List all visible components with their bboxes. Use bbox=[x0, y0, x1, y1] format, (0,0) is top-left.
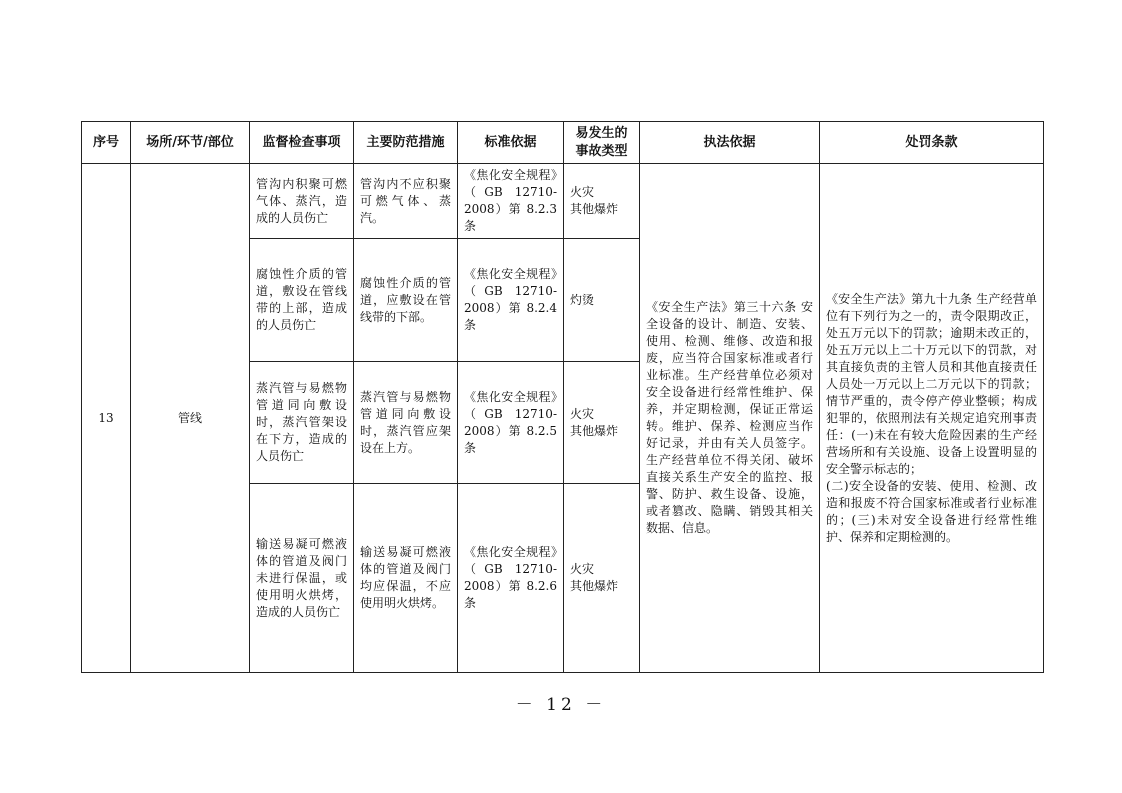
table-row bbox=[82, 164, 1044, 239]
item-cell: 蒸汽管与易燃物管道同向敷设时，蒸汽管架设在下方，造成的人员伤亡 bbox=[250, 362, 354, 484]
standard-cell: 《焦化安全规程》（GB 12710-2008）第 8.2.3 条 bbox=[458, 164, 564, 239]
seq-cell: 13 bbox=[82, 164, 131, 673]
standard-cell: 《焦化安全规程》（GB 12710-2008）第 8.2.6 条 bbox=[458, 484, 564, 673]
accident-cell: 火灾 其他爆炸 bbox=[564, 362, 640, 484]
page-number: － 12 － bbox=[515, 695, 607, 715]
standard-cell: 《焦化安全规程》（GB 12710-2008）第 8.2.5 条 bbox=[458, 362, 564, 484]
header-measure: 主要防范措施 bbox=[354, 122, 458, 164]
measure-cell: 腐蚀性介质的管道，应敷设在管线带的下部。 bbox=[354, 239, 458, 362]
header-law-basis: 执法依据 bbox=[640, 122, 820, 164]
item-cell: 管沟内积聚可燃气体、蒸汽，造成的人员伤亡 bbox=[250, 164, 354, 239]
measure-cell: 管沟内不应积聚可燃气体、蒸汽。 bbox=[354, 164, 458, 239]
measure-cell: 蒸汽管与易燃物管道同向敷设时，蒸汽管应架设在上方。 bbox=[354, 362, 458, 484]
header-location: 场所/环节/部位 bbox=[131, 122, 250, 164]
penalty-cell: 《安全生产法》第九十九条 生产经营单位有下列行为之一的，责令限期改正，处五万元以下的罚款；逾期未改正的，处五万元以上二十万元以下的罚款，对其直接负责的主管人员和其他直接责任人员处一万元以上二万元以下的罚款；情节严重的，责令停产停业整顿；构成犯罪的，依照刑法有关规定追究刑事责任：(一)未在有较大危险因素的生产经营场所和有关设施、设备上设置明显的安全警示标志的； (二)安全设备的安装、使用、检测、改造和报废不符合国家标准或者行业标准的；(三)未对安全设备进行经常性维护、保养和定期检测的。 bbox=[820, 164, 1044, 673]
header-standard: 标准依据 bbox=[458, 122, 564, 164]
header-item: 监督检查事项 bbox=[250, 122, 354, 164]
law-basis-cell: 《安全生产法》第三十六条 安全设备的设计、制造、安装、使用、检测、维修、改造和报废，应当符合国家标准或者行业标准。生产经营单位必须对安全设备进行经常性维护、保养，并定期检测，保证正常运转。维护、保养、检测应当作好记录，并由有关人员签字。生产经营单位不得关闭、破坏直接关系生产安全的监控、报警、防护、救生设备、设施，或者篡改、隐瞒、销毁其相关数据、信息。 bbox=[640, 164, 820, 673]
header-penalty: 处罚条款 bbox=[820, 122, 1044, 164]
accident-cell: 火灾 其他爆炸 bbox=[564, 164, 640, 239]
header-seq: 序号 bbox=[82, 122, 131, 164]
location-cell: 管线 bbox=[131, 164, 250, 673]
item-cell: 腐蚀性介质的管道，敷设在管线带的上部，造成的人员伤亡 bbox=[250, 239, 354, 362]
accident-cell: 火灾 其他爆炸 bbox=[564, 484, 640, 673]
accident-cell: 灼烫 bbox=[564, 239, 640, 362]
standard-cell: 《焦化安全规程》（GB 12710-2008）第 8.2.4 条 bbox=[458, 239, 564, 362]
measure-cell: 输送易凝可燃液体的管道及阀门均应保温，不应使用明火烘烤。 bbox=[354, 484, 458, 673]
inspection-table bbox=[81, 121, 1044, 673]
header-accident: 易发生的事故类型 bbox=[564, 122, 640, 164]
header-row bbox=[82, 122, 1044, 164]
item-cell: 输送易凝可燃液体的管道及阀门未进行保温，或使用明火烘烤，造成的人员伤亡 bbox=[250, 484, 354, 673]
